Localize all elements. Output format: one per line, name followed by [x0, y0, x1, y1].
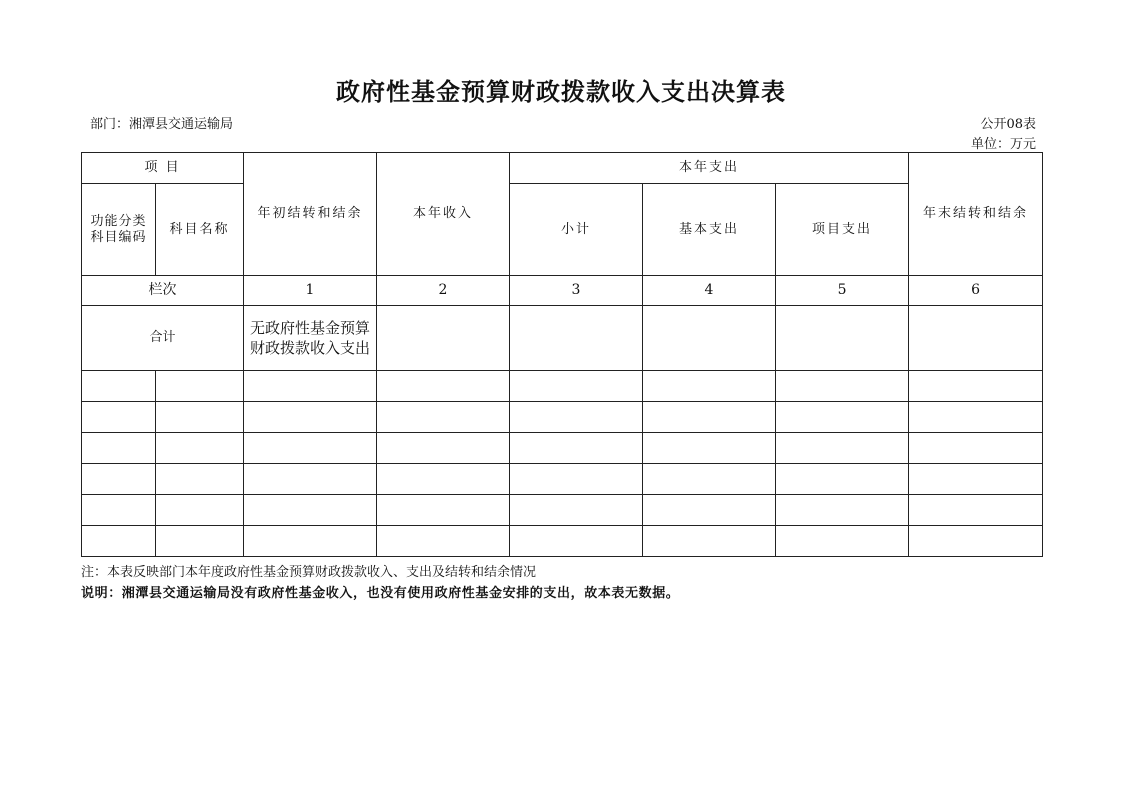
- header-opening-balance: [244, 153, 377, 276]
- total-text-cell: [244, 306, 377, 371]
- header-basic-label: 基本支出: [679, 221, 740, 237]
- table-row: [82, 433, 1043, 464]
- header-basic: [643, 184, 776, 276]
- table-row: [82, 402, 1043, 433]
- column-number: 4: [643, 276, 776, 306]
- footnote: 注：本表反映部门本年度政府性基金预算财政拨款收入、支出及结转和结余情况: [81, 565, 537, 580]
- column-number: 3: [510, 276, 643, 306]
- column-label: 栏次: [82, 276, 244, 306]
- header-subtotal: [510, 184, 643, 276]
- unit-label: 单位：万元: [970, 137, 1036, 152]
- header-closing-balance-label: 年末结转和结余: [923, 206, 1029, 222]
- header-expenditure: [510, 153, 909, 184]
- table-cell: [377, 306, 510, 371]
- table-row: [82, 371, 1043, 402]
- column-number: 6: [909, 276, 1043, 306]
- total-text: 无政府性基金预算财政拨款收入支出: [250, 318, 371, 357]
- table-cell: [643, 306, 776, 371]
- table-row: [82, 464, 1043, 495]
- header-subject-name: [156, 184, 244, 276]
- header-subtotal-label: 小计: [561, 221, 592, 237]
- header-subject-name-label: 科目名称: [169, 221, 230, 237]
- table-code: 公开08表: [980, 117, 1036, 132]
- explanation: 说明：湘潭县交通运输局没有政府性基金收入，也没有使用政府性基金安排的支出，故本表无数据。: [81, 586, 680, 601]
- header-func-code: [82, 184, 156, 276]
- table-row: [82, 495, 1043, 526]
- header-income-label: 本年收入: [413, 206, 474, 222]
- table-row: [82, 526, 1043, 557]
- table-cell: [776, 306, 909, 371]
- column-number: 2: [377, 276, 510, 306]
- table-cell: [510, 306, 643, 371]
- department-label: 部门：湘潭县交通运输局: [90, 117, 234, 132]
- header-income: [377, 153, 510, 276]
- header-closing-balance: [909, 153, 1043, 276]
- header-func-code-label: 功能分类科目编码: [90, 213, 147, 245]
- column-number: 5: [776, 276, 909, 306]
- table-cell: [909, 306, 1043, 371]
- total-label: 合计: [82, 306, 244, 371]
- header-project-label: 项目支出: [812, 221, 873, 237]
- header-project: [776, 184, 909, 276]
- header-expenditure-label: 本年支出: [679, 160, 740, 176]
- header-opening-balance-label: 年初结转和结余: [257, 206, 363, 222]
- header-item: [82, 153, 244, 184]
- header-item-label: 项 目: [144, 160, 181, 176]
- budget-table: [81, 152, 1043, 557]
- page-title: 政府性基金预算财政拨款收入支出决算表: [336, 77, 786, 106]
- column-number: 1: [244, 276, 377, 306]
